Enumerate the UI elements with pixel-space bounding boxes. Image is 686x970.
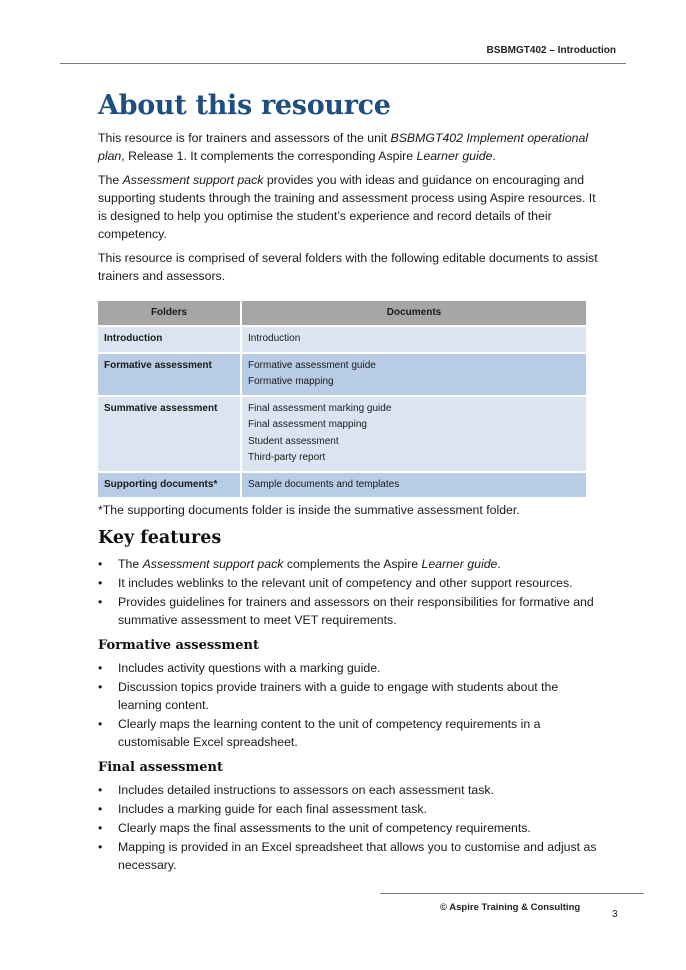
text: Discussion topics provide trainers with a guide to engage with students about the learning content. [118, 680, 559, 712]
learner-guide-ref: Learner guide [416, 149, 493, 163]
document-item: Final assessment mapping [248, 419, 367, 430]
column-header-documents: Documents [242, 301, 586, 325]
text: This resource is for trainers and assessors of the unit [98, 131, 391, 145]
text: , Release 1. It complements the corresponding Aspire [121, 149, 417, 163]
document-item: Sample documents and templates [248, 478, 400, 490]
text: . [497, 557, 501, 571]
text: Includes activity questions with a marking guide. [118, 661, 381, 675]
table-row [98, 327, 586, 352]
list-item [98, 838, 598, 874]
text: Includes detailed instructions to assessors on each assessment task. [118, 783, 494, 797]
folder-cell: Supporting documents* [98, 473, 240, 498]
page-title: About this resource [98, 90, 391, 121]
text: complements the Aspire [283, 557, 422, 571]
footer-copyright: © Aspire Training & Consulting [440, 902, 581, 913]
table-footnote: *The supporting documents folder is inside the summative assessment folder. [98, 503, 520, 517]
bullet-icon: • [98, 717, 103, 731]
document-item: Introduction [248, 333, 301, 344]
document-item: Third-party report [248, 452, 326, 463]
table-row [98, 354, 586, 395]
table-header-row [98, 301, 586, 325]
pack-name: Assessment support pack [122, 173, 264, 187]
text: Clearly maps the final assessments to the unit of competency requirements. [118, 821, 531, 835]
list-item [98, 715, 598, 751]
list-item [98, 659, 598, 677]
documents-cell [242, 397, 586, 471]
document-item: Student assessment [248, 435, 339, 447]
key-features-list [98, 555, 598, 629]
bullet-icon: • [98, 840, 103, 854]
header-rule [60, 63, 626, 64]
folder-cell: Formative assessment [98, 354, 240, 395]
text: Clearly maps the learning content to the unit of competency requirements in a customisable Excel spreadsheet. [118, 717, 541, 749]
page-body [98, 92, 598, 875]
text: Includes a marking guide for each final assessment task. [118, 802, 427, 816]
documents-cell [242, 473, 586, 498]
bullet-icon: • [98, 680, 103, 694]
text: Provides guidelines for trainers and assessors on their responsibilities for formative and summative assessment to meet VET requirements. [118, 595, 594, 627]
text: Mapping is provided in an Excel spreadsheet that allows you to customise and adjust as necessary. [118, 840, 597, 872]
folder-cell: Summative assessment [98, 397, 240, 471]
formative-list [98, 659, 598, 751]
list-item [98, 781, 598, 799]
text: The [98, 173, 123, 187]
final-list [98, 781, 598, 874]
text: . [492, 149, 496, 163]
bullet-icon: • [98, 557, 103, 571]
text: provides you with ideas and guidance on encouraging and supporting students through the training and assessment process using Aspire resources. It is designed to help you optimise the student’s experience and record details of their competency. [98, 173, 596, 241]
bullet-icon: • [98, 783, 103, 797]
learner-guide-ref: Learner guide [421, 557, 498, 571]
table-row [98, 397, 586, 471]
document-item: Final assessment marking guide [248, 402, 392, 414]
intro-paragraph-3: This resource is comprised of several folders with the following editable documents to assist trainers and assessors. [98, 251, 598, 283]
documents-cell [242, 327, 586, 352]
list-item [98, 574, 598, 592]
running-header: BSBMGT402 – Introduction [486, 45, 616, 56]
bullet-icon: • [98, 821, 103, 835]
intro-paragraph-2 [98, 171, 598, 243]
footer-rule [380, 893, 644, 894]
table-row [98, 473, 586, 498]
bullet-icon: • [98, 802, 103, 816]
pack-name: Assessment support pack [142, 557, 284, 571]
folder-cell: Introduction [98, 327, 240, 352]
folders-table [96, 299, 588, 499]
list-item [98, 593, 598, 629]
document-item: Formative assessment guide [248, 359, 376, 371]
list-item [98, 678, 598, 714]
section-heading-key-features: Key features [98, 528, 222, 548]
column-header-folders: Folders [98, 301, 240, 325]
text: It includes weblinks to the relevant unit of competency and other support resources. [118, 576, 573, 590]
unit-title: BSBMGT402 Implement operational plan [98, 131, 589, 163]
list-item [98, 800, 598, 818]
bullet-icon: • [98, 661, 103, 675]
list-item [98, 819, 598, 837]
documents-cell [242, 354, 586, 395]
bullet-icon: • [98, 595, 103, 609]
document-item: Formative mapping [248, 376, 334, 387]
intro-paragraph-1 [98, 129, 598, 165]
bullet-icon: • [98, 576, 103, 590]
list-item [98, 555, 598, 573]
section-heading-final: Final assessment [98, 760, 223, 775]
text: The [118, 557, 143, 571]
section-heading-formative: Formative assessment [98, 638, 259, 653]
page-number: 3 [612, 909, 618, 920]
